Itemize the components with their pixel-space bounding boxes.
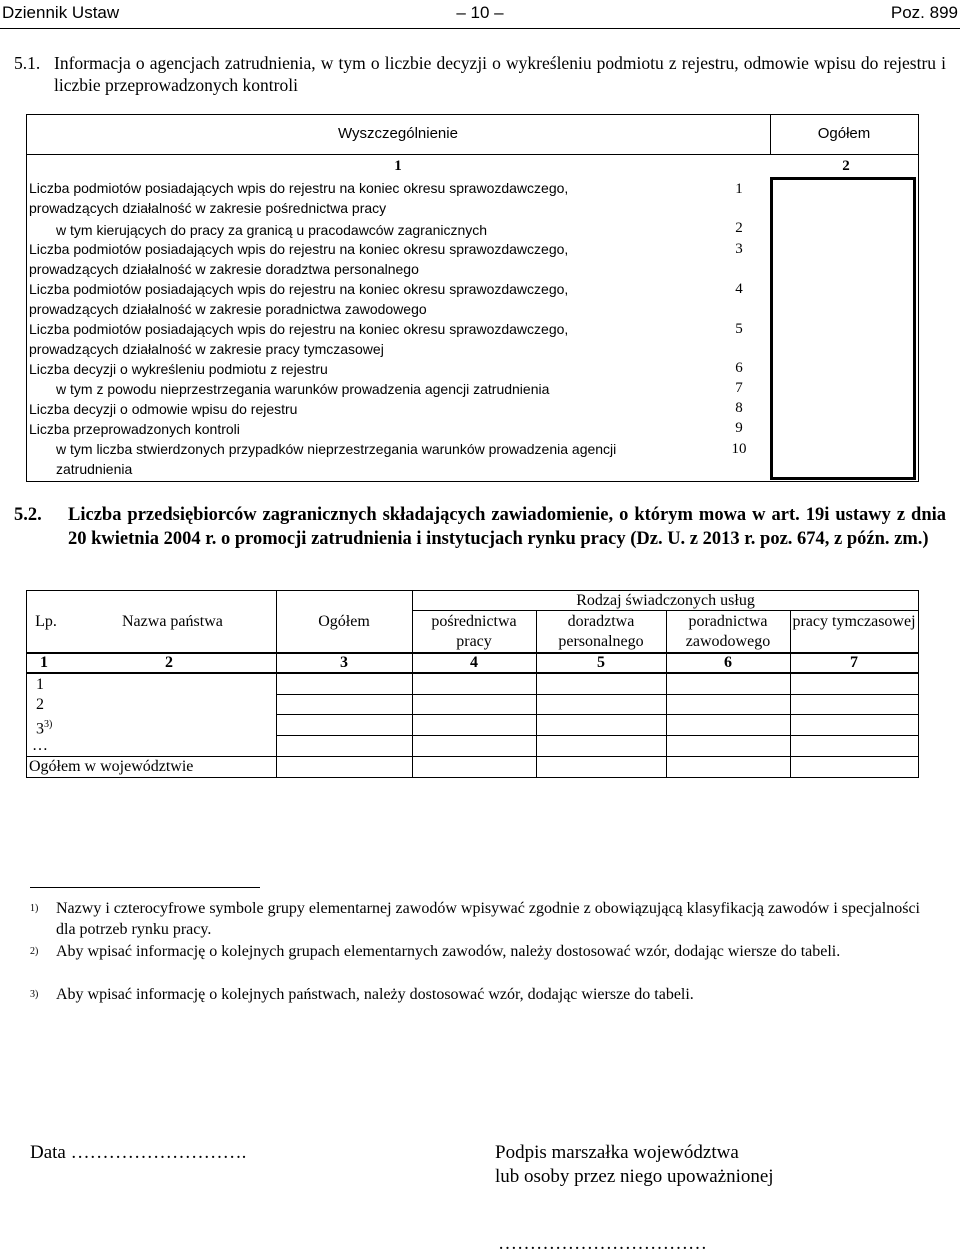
table-row-number: 2 <box>735 220 743 236</box>
signature-label-line1: Podpis marszałka województwa <box>495 1142 739 1163</box>
column-number-2: 2 <box>842 158 850 174</box>
table-row-number: 5 <box>735 321 743 337</box>
section-1-title-text: Informacja o agencjach zatrudnienia, w tym o liczbie decyzji o wykreśleniu podmiotu z rejestru, odmowie wpisu do rejestru i liczbie przeprowadzonych kontroli <box>54 53 946 95</box>
table-row-number: 9 <box>735 420 743 436</box>
header-career-counseling: poradnictwa zawodowego <box>685 613 771 650</box>
table-row-number: 3 <box>735 241 743 257</box>
row-lp: 2 <box>36 696 44 713</box>
total-values-box[interactable] <box>770 177 916 480</box>
footnote <box>30 984 920 1006</box>
footnote <box>30 898 920 942</box>
header-description: Wyszczególnienie <box>338 125 458 142</box>
section-2-number: 5.2. <box>14 505 42 525</box>
table-row-label: w tym z powodu nieprzestrzegania warunków prowadzenia agencji zatrudnienia <box>56 381 550 397</box>
journal-name: Dziennik Ustaw <box>2 3 120 22</box>
column-number: 7 <box>850 654 858 671</box>
column-number-1: 1 <box>394 158 402 174</box>
table-row-number: 1 <box>735 181 743 197</box>
table-row-label: Liczba decyzji o wykreśleniu podmiotu z rejestru <box>29 361 328 377</box>
column-number: 1 <box>40 654 48 671</box>
table-row-label: Liczba podmiotów posiadających wpis do rejestru na koniec okresu sprawozdawczego, prowadzących działalność w zakresie pośrednictwa pracy <box>29 180 569 216</box>
page-number: – 10 – <box>456 3 504 22</box>
header-temporary-work: pracy tymczasowej <box>792 613 916 630</box>
header-country: Nazwa państwa <box>122 613 223 630</box>
signature-field[interactable]: …………………………… <box>498 1233 707 1254</box>
header-lp: Lp. <box>35 613 57 630</box>
footnote-text: Nazwy i czterocyfrowe symbole grupy elementarnej zawodów wpisywać zgodnie z obowiązującą klasyfikacją zawodów i specjalności dla potrzeb rynku pracy. <box>56 900 920 938</box>
footnote-mark: 1) <box>30 903 39 914</box>
row-lp: 1 <box>36 676 44 693</box>
row-lp-number: 3 <box>36 720 44 738</box>
table-row-number: 6 <box>735 360 743 376</box>
table-row-number: 7 <box>735 380 743 396</box>
table-divider <box>276 714 919 715</box>
header-total: Ogółem <box>318 613 370 630</box>
column-number: 6 <box>724 654 732 671</box>
table-row-label: Liczba podmiotów posiadających wpis do rejestru na koniec okresu sprawozdawczego, prowadzących działalność w zakresie pracy tymczasowej <box>29 321 569 357</box>
header-service-type: Rodzaj świadczonych usług <box>576 592 755 609</box>
table-row-number: 10 <box>731 441 747 457</box>
footnote-mark: 2) <box>30 946 39 957</box>
table-row-label: Liczba decyzji o odmowie wpisu do rejestru <box>29 401 298 417</box>
foreign-entrepreneurs-table <box>26 590 919 778</box>
total-row-label: Ogółem w województwie <box>29 758 194 775</box>
column-number: 5 <box>597 654 605 671</box>
position-number: Poz. 899 <box>890 3 958 22</box>
section-1-title <box>54 52 946 96</box>
section-1-number: 5.1. <box>14 53 41 73</box>
table-divider <box>276 694 919 695</box>
table-row-label: Liczba przeprowadzonych kontroli <box>29 421 240 437</box>
footnote-ref: 3) <box>44 719 53 730</box>
column-number: 2 <box>165 654 173 671</box>
footnote-mark: 3) <box>30 989 39 1000</box>
row-lp: … <box>32 737 48 754</box>
table-divider <box>26 154 919 155</box>
table-row-label: Liczba podmiotów posiadających wpis do rejestru na koniec okresu sprawozdawczego, prowadzących działalność w zakresie doradztwa personalnego <box>29 241 569 277</box>
page-header <box>0 0 960 29</box>
footnote <box>30 941 920 985</box>
header-hr-consulting: doradztwa personalnego <box>558 613 644 650</box>
table-divider <box>276 735 919 736</box>
column-number: 3 <box>340 654 348 671</box>
date-field[interactable]: Data ………………………. <box>30 1142 247 1163</box>
table-divider <box>918 590 919 778</box>
column-number: 4 <box>470 654 478 671</box>
footnote-text: Aby wpisać informację o kolejnych grupach elementarnych zawodów, należy dostosować wzór, dodając wiersze do tabeli. <box>56 943 841 960</box>
header-mediation: pośrednictwa pracy <box>431 613 517 650</box>
header-total: Ogółem <box>817 125 871 142</box>
table-row-number: 4 <box>735 281 743 297</box>
table-row-number: 8 <box>735 400 743 416</box>
footnote-separator <box>30 887 260 888</box>
signature-label-line2: lub osoby przez niego upoważnionej <box>495 1166 774 1187</box>
section-2-title: Liczba przedsiębiorców zagranicznych składających zawiadomienie, o którym mowa w art. 19i ustawy z dnia 20 kwietnia 2004 r. o promocji zatrudnienia i instytucjach rynku pracy (Dz. U. z 2013 r. poz. 674, z późn. zm.) <box>68 505 946 549</box>
table-row-label: Liczba podmiotów posiadających wpis do rejestru na koniec okresu sprawozdawczego, prowadzących działalność w zakresie poradnictwa zawodowego <box>29 281 569 317</box>
footnote-text: Aby wpisać informację o kolejnych państwach, należy dostosować wzór, dodając wiersze do tabeli. <box>56 986 694 1003</box>
table-row-label: w tym kierujących do pracy za granicą u pracodawców zagranicznych <box>56 222 488 238</box>
table-row-label: w tym liczba stwierdzonych przypadków nieprzestrzegania warunków prowadzenia agencji zatrudnienia <box>56 441 617 477</box>
table-divider <box>790 610 791 778</box>
table-divider <box>26 777 919 778</box>
